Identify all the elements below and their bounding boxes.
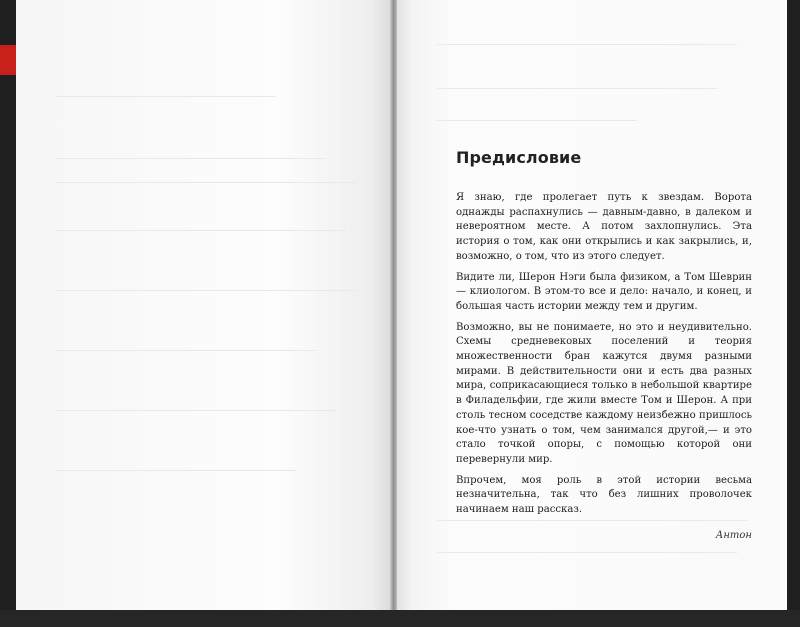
bleed-through-line xyxy=(437,88,717,89)
bleed-through-line xyxy=(56,290,356,291)
book-gutter xyxy=(390,0,397,610)
bleed-through-line xyxy=(56,230,346,231)
paragraph: Видите ли, Шерон Нэги была физиком, а Том Шеврин — клиологом. В этом-то все и дело: начало, и конец, и большая часть истории между тем и другим. xyxy=(456,271,752,312)
bleed-through-line xyxy=(437,44,737,45)
bleed-through-line xyxy=(56,158,326,159)
bleed-through-line xyxy=(56,350,316,351)
paragraph: Впрочем, моя роль в этой истории весьма незначительна, так что без лишних проволочек начинаем наш рассказ. xyxy=(456,474,752,516)
bleed-through-line xyxy=(437,552,737,553)
left-page xyxy=(16,0,390,610)
bleed-through-line xyxy=(56,182,356,183)
bleed-through-line xyxy=(56,96,276,97)
page-title: Предисловие xyxy=(456,148,582,167)
author-signature: Антон xyxy=(715,529,752,541)
paragraph: Я знаю, где пролегает путь к звездам. Ворота однажды распахнулись — давным-давно, в далеком и невероятном месте. А потом захлопнулись. Эта история о том, как они открылись и как закрылись, и, возможно, о том, что из этого следует. xyxy=(456,192,752,262)
preface-content xyxy=(456,148,752,541)
bleed-through-line xyxy=(56,470,296,471)
bleed-through-line xyxy=(437,120,637,121)
paragraph: Возможно, вы не понимаете, но это и неудивительно. Схемы средневековых поселений и теория множественности бран кажутся двумя разными мирами. В действительности они и есть два разных мира, соприкасающиеся только в небольшой квартире в Филадельфии, где жили вместе Том и Шерон. А при столь тесном соседстве каждому неизбежно пришлось кое-что узнать о том, чем занимался другой,— и это стало точкой опоры, с помощью которой они перевернули мир. xyxy=(456,321,752,465)
bleed-through-line xyxy=(56,410,336,411)
bottom-edge xyxy=(0,610,800,627)
red-bookmark-tab xyxy=(0,45,16,75)
